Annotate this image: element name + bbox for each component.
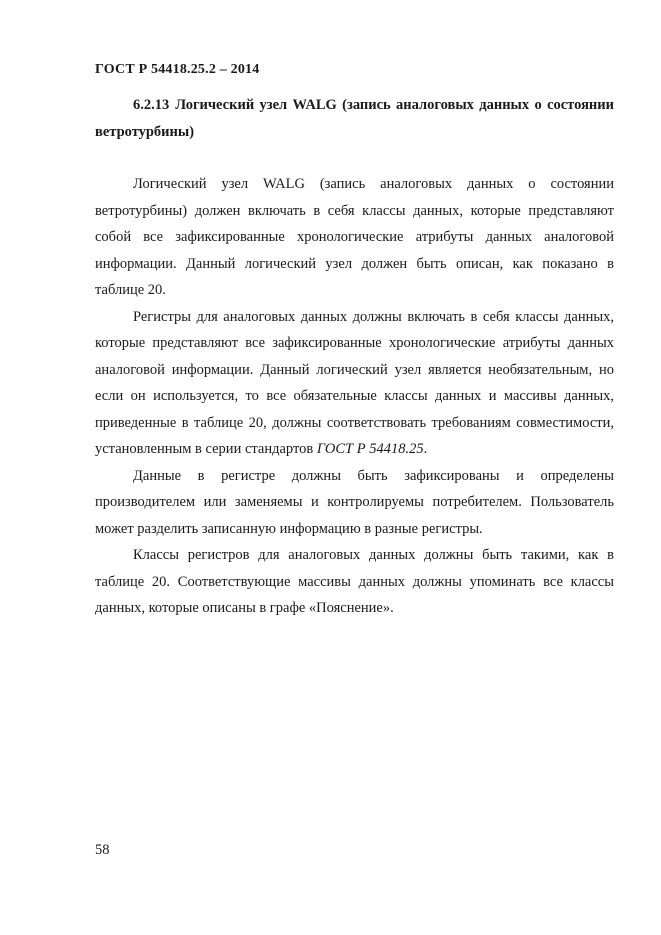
section-heading bbox=[95, 92, 614, 146]
document-header: ГОСТ Р 54418.25.2 – 2014 bbox=[95, 62, 260, 77]
standard-reference: ГОСТ Р 54418.25 bbox=[316, 441, 424, 457]
section-number: 6.2.13 bbox=[133, 97, 170, 113]
paragraph-2-text: Регистры для аналоговых данных должны включать в себя классы данных, которые представляют все зафиксированные хронологические атрибуты данных аналоговой информации. Данный логический узел является необязательным, но если он используется, то все обязательные классы данных и массивы данных, приведенные в таблице 20, должны соответствовать требованиям совместимости, установленным в серии стандартов bbox=[95, 308, 614, 457]
paragraph-2 bbox=[95, 304, 614, 463]
body-text bbox=[95, 171, 614, 622]
paragraph-3: Данные в регистре должны быть зафиксированы и определены производителем или заменяемы и контролируемы потребителем. Пользователь может разделить записанную информацию в разные регистры. bbox=[95, 467, 614, 537]
paragraph-4: Классы регистров для аналоговых данных должны быть такими, как в таблице 20. Соответствующие массивы данных должны упоминать все классы данных, которые описаны в графе «Пояснение». bbox=[95, 547, 614, 616]
paragraph-2-end: . bbox=[423, 441, 428, 457]
page-number: 58 bbox=[95, 842, 110, 858]
paragraph-1: Логический узел WALG (запись аналоговых данных о состоянии ветротурбины) должен включать в себя классы данных, которые представляют собой все зафиксированные хронологические атрибуты данных аналоговой информации. Данный логический узел должен быть описан, как показано в таблице 20. bbox=[95, 176, 614, 298]
section-title: Логический узел WALG (запись аналоговых данных о состоянии ветротурбины) bbox=[95, 97, 614, 140]
